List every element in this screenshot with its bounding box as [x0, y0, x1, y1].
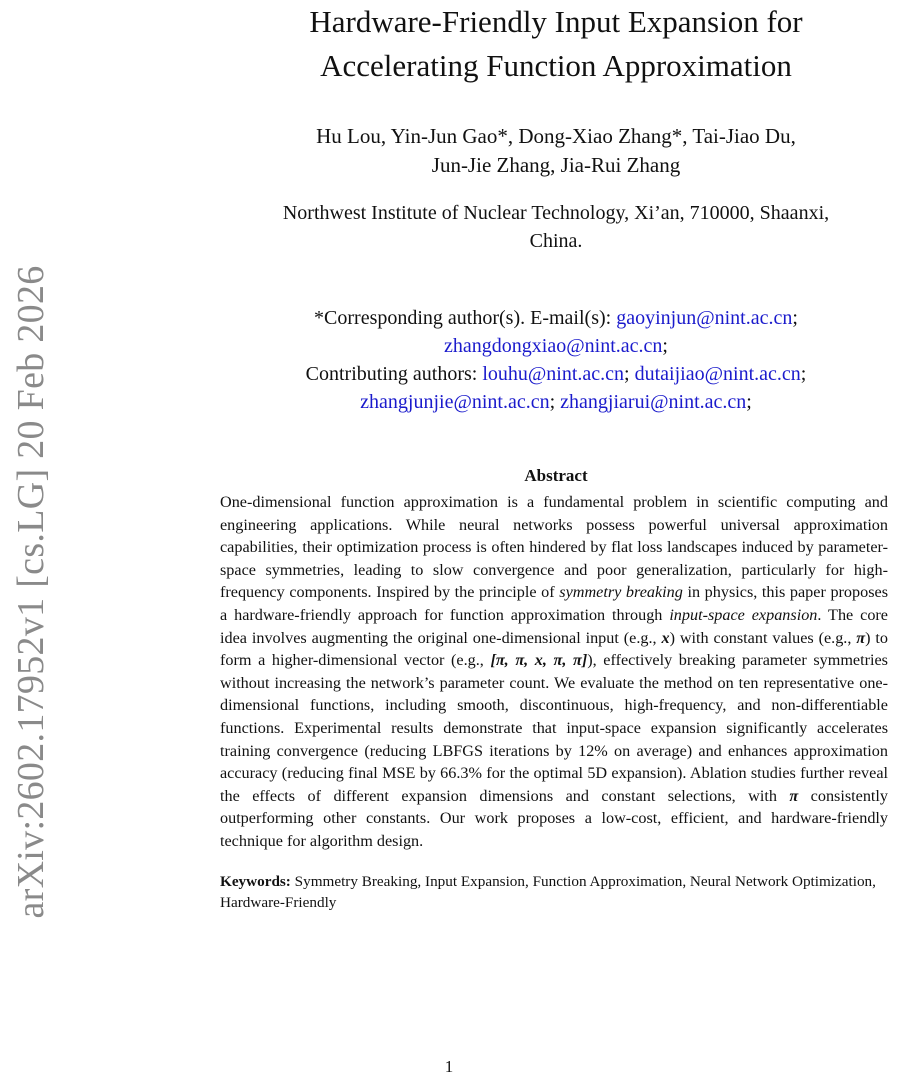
email-link-zhangjiarui[interactable]: zhangjiarui@nint.ac.cn [560, 391, 747, 413]
author-list [213, 122, 898, 180]
keywords-label: Keywords: [220, 872, 291, 890]
contacts-line-1 [213, 304, 898, 332]
abstract-text: ) with constant values (e.g., [669, 628, 857, 647]
email-link-zhangdongxiao[interactable]: zhangdongxiao@nint.ac.cn [444, 335, 663, 357]
email-link-zhangjunjie[interactable]: zhangjunjie@nint.ac.cn [360, 391, 550, 413]
keywords [220, 871, 888, 913]
separator: ; [800, 363, 807, 385]
separator: ; [549, 391, 561, 413]
email-link-gaoyinjun[interactable]: gaoyinjun@nint.ac.cn [616, 307, 793, 329]
email-link-louhu[interactable]: louhu@nint.ac.cn [482, 363, 625, 385]
authors-line-2: Jun-Jie Zhang, Jia-Rui Zhang [431, 153, 681, 177]
keywords-text: Symmetry Breaking, Input Expansion, Function Approximation, Neural Network Optimization, Hardware-Friendly [220, 872, 876, 911]
abstract-text: ) to form a higher-dimensional vector (e.g., [220, 628, 889, 670]
abstract-body [220, 491, 888, 853]
separator: ; [624, 363, 635, 385]
abstract-text: in physics, this paper proposes a hardware-friendly approach for function approximation through [220, 583, 889, 624]
paper-first-page [213, 0, 898, 913]
math-x: x [661, 628, 670, 647]
abstract-text: One-dimensional function approximation is a fundamental problem in scientific computing and engineering applications. While neural networks possess powerful universal approximation capabilities, their optimization process is often hindered by flat loss landscapes induced by parameter-space symmetries, leading to slow convergence and poor generalization, particularly for high-frequency components. Inspired by the principle of [220, 493, 888, 602]
page-number: 1 [444, 1057, 454, 1076]
affiliation-line-2: China. [529, 230, 583, 252]
separator: ; [746, 391, 752, 413]
title-line-2: Accelerating Function Approximation [320, 48, 792, 83]
corresponding-label: *Corresponding author(s). E-mail(s): [314, 307, 617, 329]
emphasis-input-space-expansion: input-space expansion [669, 605, 818, 624]
abstract-text: . The core idea involves augmenting the original one-dimensional input (e.g., [220, 605, 888, 647]
math-pi: π [789, 786, 799, 805]
math-vector: [π, π, x, π, π] [490, 651, 588, 670]
paper-title [213, 0, 898, 88]
contributing-label: Contributing authors: [305, 363, 483, 385]
authors-line-1: Hu Lou, Yin-Jun Gao*, Dong-Xiao Zhang*, Tai-Jiao Du, [316, 124, 796, 148]
math-pi: π [856, 628, 866, 647]
separator: ; [792, 307, 798, 329]
contacts-line-2 [213, 332, 898, 360]
contacts-line-4 [213, 388, 898, 416]
abstract-text: consistently outperforming other constants. Our work proposes a low-cost, efficient, and hardware-friendly technique for algorithm design. [220, 786, 888, 850]
email-link-dutaijiao[interactable]: dutaijiao@nint.ac.cn [634, 363, 801, 385]
abstract-heading: Abstract [524, 466, 588, 485]
abstract-text: ), effectively breaking parameter symmetries without increasing the network’s parameter count. We evaluate the method on ten representative one-dimensional functions, including smooth, discontinuous, high-frequency, and non-differentiable functions. Experimental results demonstrate that input-space expansion significantly accelerates training convergence (reducing LBFGS iterations by 12% on average) and enhances approximation accuracy (reducing final MSE by 66.3% for the optimal 5D expansion). Ablation studies further reveal the effects of different expansion dimensions and constant selections, with [220, 651, 888, 805]
title-line-1: Hardware-Friendly Input Expansion for [309, 4, 803, 39]
separator: ; [662, 335, 668, 357]
affiliation-line-1: Northwest Institute of Nuclear Technology, Xi’an, 710000, Shaanxi, [282, 202, 830, 224]
affiliation [213, 199, 898, 255]
arxiv-stamp-text: arXiv:2602.17952v1 [cs.LG] 20 Feb 2026 [10, 265, 52, 919]
contact-block [213, 304, 898, 416]
arxiv-identifier-stamp [0, 0, 60, 1076]
contacts-line-3 [213, 360, 898, 388]
emphasis-symmetry-breaking: symmetry breaking [559, 583, 683, 602]
